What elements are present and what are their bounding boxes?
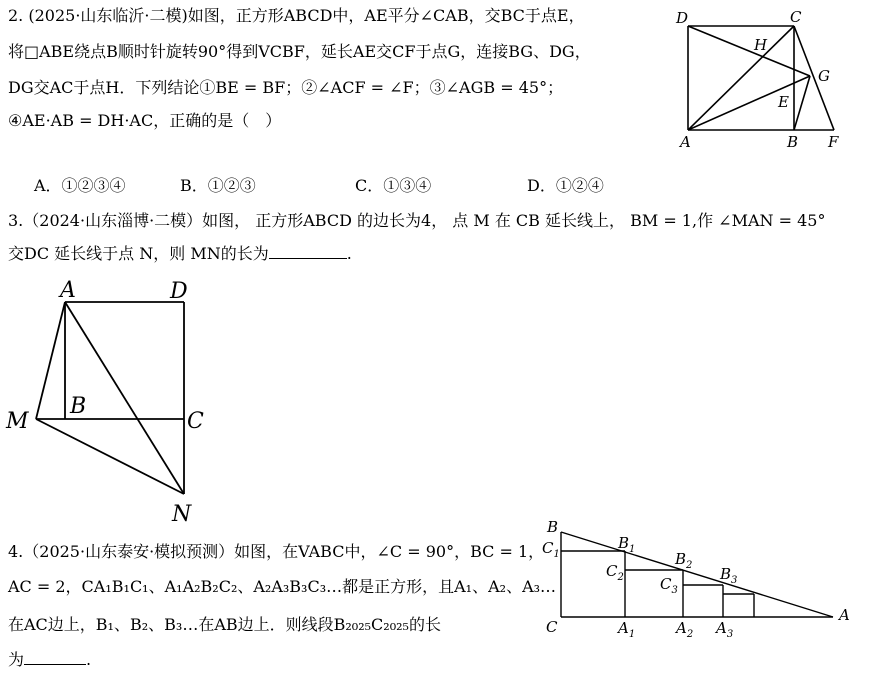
q3-label-b: B: [70, 394, 87, 419]
q2-segment-ag: [688, 76, 810, 130]
q2-label-d: D: [676, 9, 689, 27]
option-a[interactable]: A．①②③④: [34, 176, 126, 195]
option-c[interactable]: C．①③④: [355, 176, 432, 195]
q4-side-ab: [561, 532, 833, 617]
q2-diagonal-ac: [688, 26, 794, 130]
q4-line-1: 4.（2025·山东泰安·模拟预测）如图，在VABC中，∠C = 90°，BC = 1，: [8, 542, 545, 561]
q4-label-b: B: [547, 518, 559, 536]
q4-line-4-end: .: [86, 650, 92, 669]
q4-label-b2: $B_2$: [675, 550, 693, 571]
q2-line-2: 将□ABE绕点B顺时针旋转90°得到VCBF，延长AE交CF于点G，连接BG、DG，: [8, 42, 591, 61]
q2-label-c: C: [790, 8, 802, 26]
q2-line-3: DG交AC于点H．下列结论①BE = BF；②∠ACF = ∠F；③∠AGB = 45°；: [8, 78, 564, 97]
q3-segment-am: [36, 302, 65, 419]
q2-label-a: A: [680, 133, 691, 151]
q4-answer-blank[interactable]: [24, 650, 86, 665]
q4-label-a2: $A_2$: [676, 619, 694, 640]
q3-line-2-end: .: [346, 244, 352, 263]
q3-figure: [0, 272, 220, 532]
q4-label-c3: $C_3$: [660, 575, 678, 596]
q4-line-3: 在AC边上，B₁、B₂、B₃…在AB边上．则线段B₂₀₂₅C₂₀₂₅的长: [8, 615, 441, 634]
q3-line-2: [8, 244, 352, 264]
option-d[interactable]: D．①②④: [527, 176, 604, 195]
q4-label-c1: $C_1$: [542, 539, 560, 560]
q2-segment-dg: [688, 26, 810, 76]
q4-line-4: [8, 650, 91, 670]
q4-label-b3: $B_3$: [720, 565, 738, 586]
q3-label-a: A: [60, 278, 76, 303]
q2-segment-bg: [794, 76, 810, 130]
q3-label-m: M: [6, 409, 29, 434]
q4-label-c: C: [546, 618, 558, 636]
q4-label-a3: $A_3$: [716, 619, 734, 640]
q2-label-h: H: [754, 36, 768, 54]
q2-label-f: F: [828, 133, 839, 151]
option-b[interactable]: B．①②③: [180, 176, 256, 195]
q3-label-n: N: [172, 502, 192, 527]
q4-figure: [536, 512, 856, 647]
q4-line-4-text: 为: [8, 650, 25, 669]
q3-line-2-text: 交DC 延长线于点 N，则 MN的长为: [8, 244, 269, 263]
q4-label-a: A: [839, 606, 850, 624]
q4-line-2: AC = 2，CA₁B₁C₁、A₁A₂B₂C₂、A₂A₃B₃C₃…都是正方形，且A₁、A₂、A₃…: [8, 577, 557, 596]
q2-line-4: ④AE·AB = DH·AC，正确的是（ ）: [8, 111, 282, 130]
q2-figure: [672, 4, 852, 154]
q3-answer-blank[interactable]: [269, 244, 347, 259]
q2-label-b: B: [787, 133, 799, 151]
q2-line-1: 2. (2025·山东临沂·二模)如图，正方形ABCD中，AE平分∠CAB，交BC于点E，: [8, 6, 585, 25]
q3-line-1: 3.（2024·山东淄博·二模）如图， 正方形ABCD 的边长为4， 点 M 在 CB 延长线上， BM = 1,作 ∠MAN = 45°: [8, 211, 826, 230]
q2-label-e: E: [778, 93, 789, 111]
q4-label-c2: $C_2$: [606, 562, 624, 583]
q4-label-a1: $A_1$: [618, 619, 636, 640]
q3-label-c: C: [187, 409, 204, 434]
q4-label-b1: $B_1$: [618, 534, 636, 555]
q3-label-d: D: [170, 279, 188, 304]
q2-label-g: G: [818, 67, 830, 85]
